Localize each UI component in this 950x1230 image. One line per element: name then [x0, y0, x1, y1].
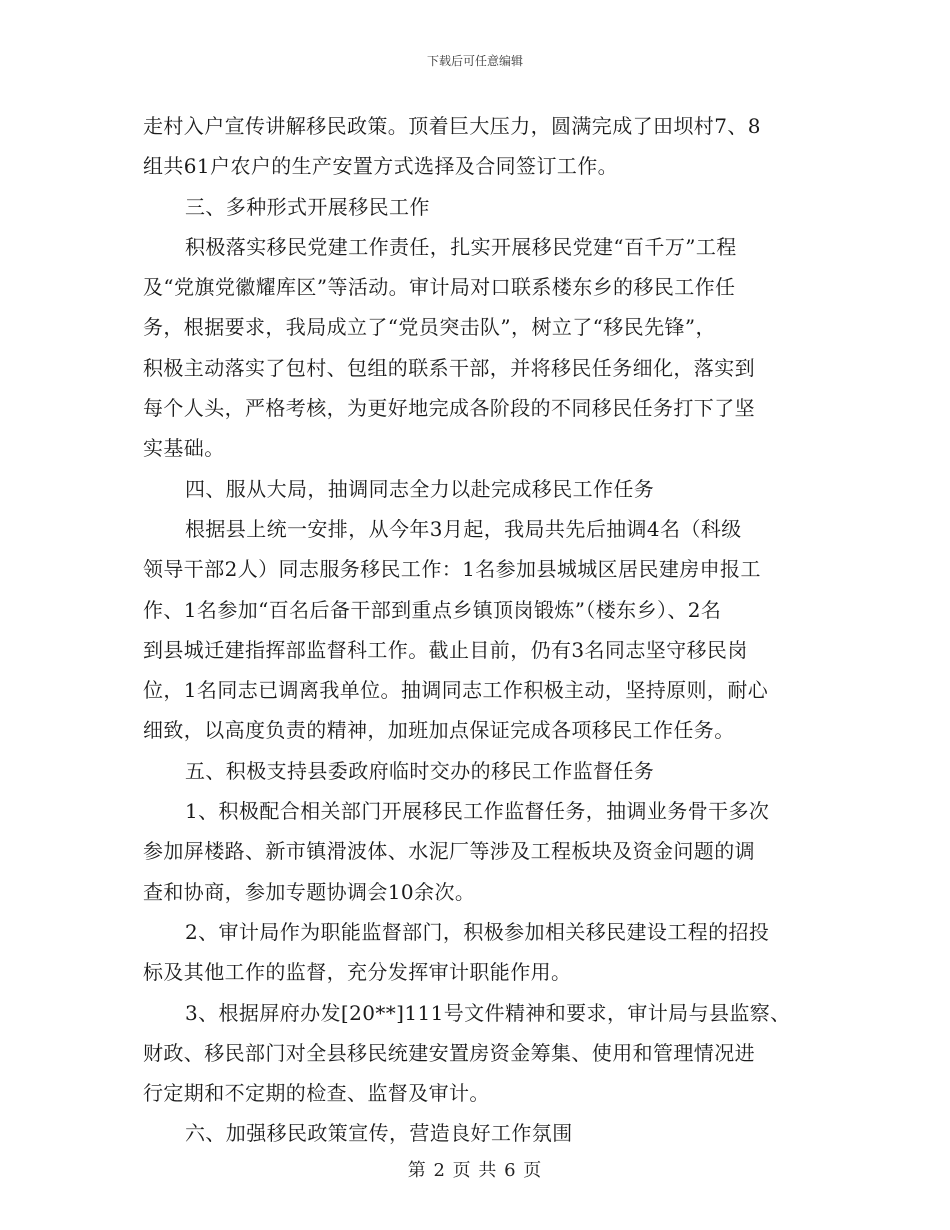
document-body — [143, 106, 807, 1154]
text-line: 务，根据要求，我局成立了“党员突击队”，树立了“移民先锋”， — [143, 315, 716, 340]
text-line: 参加屏楼路、新市镇滑波体、水泥厂等涉及工程板块及资金问题的调 — [143, 839, 755, 864]
text-line: 标及其他工作的监督，充分发挥审计职能作用。 — [143, 960, 572, 985]
text-line: 实基础。 — [143, 436, 225, 461]
page-header-note: 下载后可任意编辑 — [426, 54, 523, 68]
text-line: 3、根据屏府办发[20**]111号文件精神和要求，审计局与县监察、 — [185, 1000, 791, 1025]
text-line: 六、加强移民政策宣传，营造良好工作氛围 — [185, 1121, 573, 1146]
text-line: 领导干部2人）同志服务移民工作：1名参加县城城区居民建房申报工 — [143, 557, 761, 582]
text-line: 四、服从大局，抽调同志全力以赴完成移民工作任务 — [185, 476, 655, 501]
text-line: 组共61户农户的生产安置方式选择及合同签订工作。 — [143, 154, 619, 179]
text-line: 积极主动落实了包村、包组的联系干部，并将移民任务细化，落实到 — [143, 355, 755, 380]
text-line: 根据县上统一安排，从今年3月起，我局共先后抽调4名（科级 — [185, 516, 742, 541]
text-line: 五、积极支持县委政府临时交办的移民工作监督任务 — [185, 758, 655, 783]
text-line: 到县城迁建指挥部监督科工作。截止目前，仍有3名同志坚守移民岗 — [143, 637, 748, 662]
text-line: 每个人头，严格考核，为更好地完成各阶段的不同移民任务打下了坚 — [143, 396, 755, 421]
text-line: 及“党旗党徽耀库区”等活动。审计局对口联系楼东乡的移民工作任 — [143, 275, 736, 300]
text-line: 1、积极配合相关部门开展移民工作监督任务，抽调业务骨干多次 — [185, 799, 770, 824]
text-line: 三、多种形式开展移民工作 — [185, 194, 430, 219]
text-line: 积极落实移民党建工作责任，扎实开展移民党建“百千万”工程 — [185, 234, 737, 259]
text-line: 位，1名同志已调离我单位。抽调同志工作积极主动，坚持原则，耐心 — [143, 678, 769, 703]
text-line: 走村入户宣传讲解移民政策。顶着巨大压力，圆满完成了田坝村7、8 — [143, 114, 761, 138]
text-line: 2、审计局作为职能监督部门，积极参加相关移民建设工程的招投 — [185, 919, 770, 944]
text-line: 作、1名参加“百名后备干部到重点乡镇顶岗锻炼”（楼东乡）、2名 — [143, 597, 722, 622]
page-number: 第 2 页 共 6 页 — [407, 1160, 543, 1181]
text-line: 查和协商，参加专题协调会10余次。 — [143, 879, 476, 904]
text-line: 行定期和不定期的检查、监督及审计。 — [143, 1081, 490, 1106]
text-line: 财政、移民部门对全县移民统建安置房资金筹集、使用和管理情况进 — [143, 1040, 755, 1065]
text-line: 细致，以高度负责的精神，加班加点保证完成各项移民工作任务。 — [143, 718, 735, 743]
